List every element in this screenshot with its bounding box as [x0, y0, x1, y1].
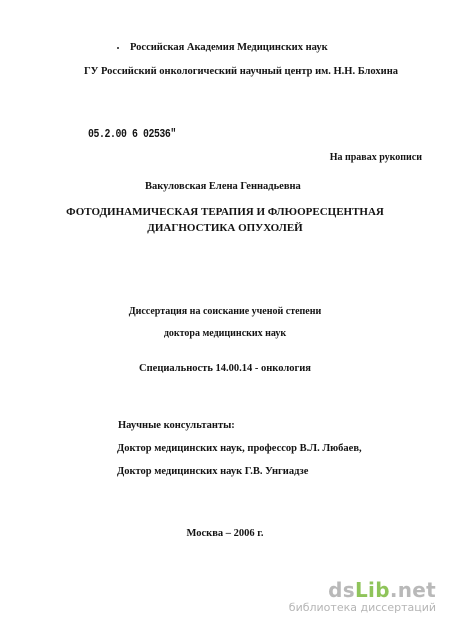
rights-note: На правах рукописи — [329, 152, 422, 163]
dslib-logo — [289, 580, 436, 600]
academy-name: Российская Академия Медицинских наук — [130, 42, 328, 53]
watermark-subtitle: библиотека диссертаций — [288, 601, 436, 614]
catalog-code: 05.2.00 6 02536" — [88, 127, 176, 141]
specialty: Специальность 14.00.14 - онкология — [139, 363, 311, 374]
advisor-1: Доктор медицинских наук, профессор В.Л. Любаев, — [117, 443, 362, 454]
advisors-heading: Научные консультанты: — [118, 420, 235, 431]
advisor-2: Доктор медицинских наук Г.В. Унгиадзе — [117, 466, 309, 477]
degree-line-1: Диссертация на соискание ученой степени — [128, 306, 322, 317]
logo-prefix: ds — [328, 578, 355, 602]
degree-line-2: доктора медицинских наук — [163, 328, 287, 339]
logo-suffix: .net — [389, 578, 436, 602]
speck-mark — [117, 47, 119, 49]
thesis-title-line-2: ДИАГНОСТИКА ОПУХОЛЕЙ — [147, 222, 303, 234]
institute-name: ГУ Российский онкологический научный центр им. Н.Н. Блохина — [84, 66, 399, 77]
logo-accent: Lib — [355, 578, 390, 602]
dslib-watermark — [289, 580, 436, 615]
thesis-title-line-1: ФОТОДИНАМИЧЕСКАЯ ТЕРАПИЯ И ФЛЮОРЕСЦЕНТНАЯ — [66, 206, 384, 218]
city-year: Москва – 2006 г. — [186, 528, 264, 539]
author-name: Вакуловская Елена Геннадьевна — [145, 181, 301, 192]
